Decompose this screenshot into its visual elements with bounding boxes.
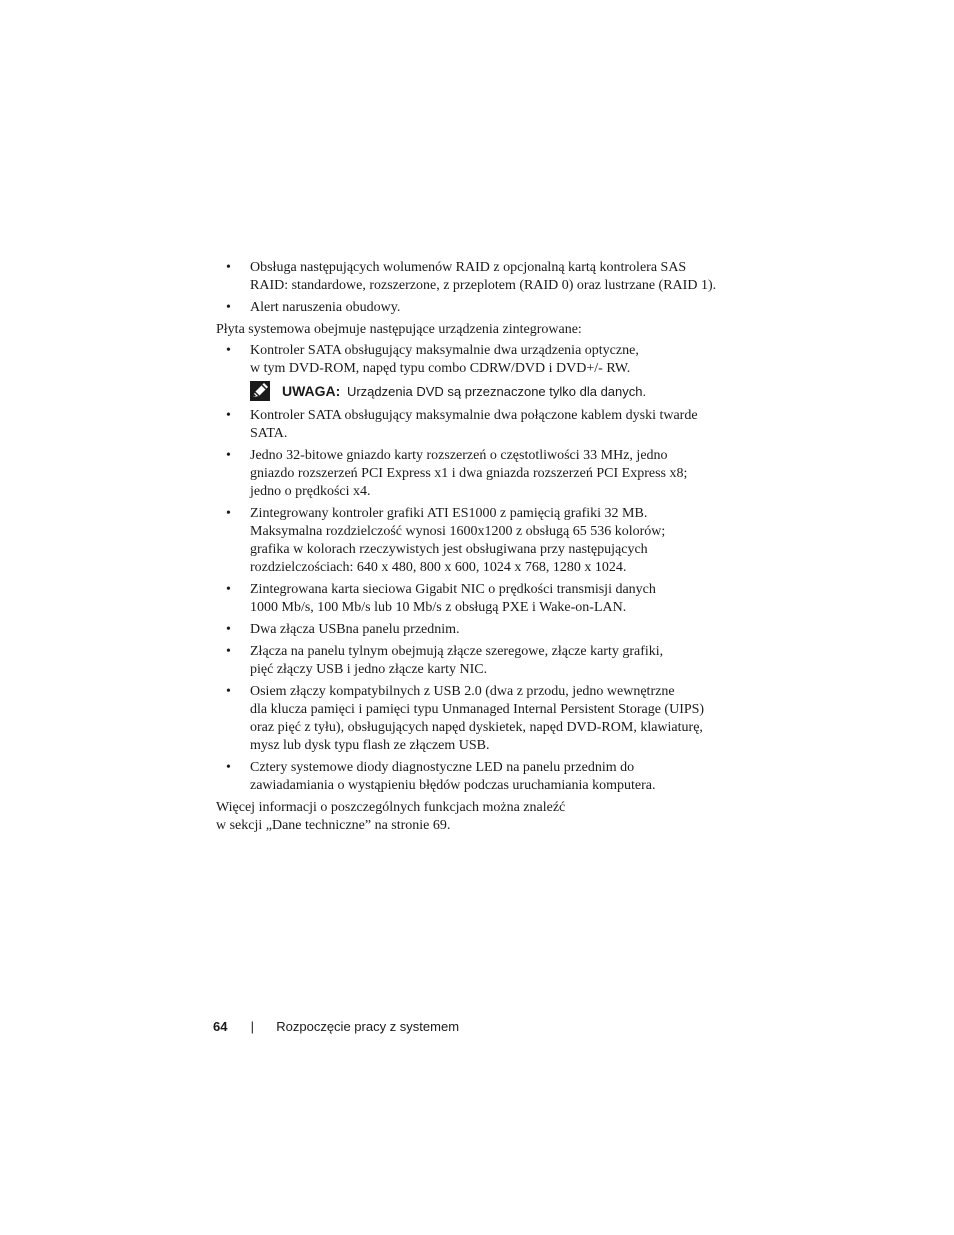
list-item — [216, 447, 726, 501]
list-item-text: Złącza na panelu tylnym obejmują złącze szeregowe, złącze karty grafiki, pięć złączy USB i jedno złącze karty NIC. — [250, 644, 664, 677]
bullet-marker: • — [226, 684, 231, 699]
integrated-bullet-list — [216, 342, 726, 378]
list-item — [216, 299, 726, 317]
list-item-text: Alert naruszenia obudowy. — [250, 300, 401, 315]
list-item — [216, 505, 726, 577]
list-item — [216, 342, 726, 378]
note-text: Urządzenia DVD są przeznaczone tylko dla danych. — [346, 384, 647, 399]
page-footer — [213, 1019, 459, 1035]
list-item-text: Jedno 32-bitowe gniazdo karty rozszerzeń o częstotliwości 33 MHz, jedno gniazdo rozszerzeń PCI Express x1 i dwa gniazda rozszerzeń PCI Express x8; jedno o prędkości x4. — [250, 448, 688, 499]
page-content — [216, 259, 726, 838]
footer-section-title: Rozpoczęcie pracy z systemem — [276, 1019, 460, 1034]
closing-paragraph: Więcej informacji o poszczególnych funkcjach można znaleźć w sekcji „Dane techniczne” na stronie 69. — [216, 800, 566, 833]
bullet-marker: • — [226, 260, 231, 275]
bullet-marker: • — [226, 622, 231, 637]
list-item-text: Zintegrowany kontroler grafiki ATI ES1000 z pamięcią grafiki 32 MB. Maksymalna rozdzielczość wynosi 1600x1200 z obsługą 65 536 kolorów; grafika w kolorach rzeczywistych jest obsługiwana przy następujących rozdzielczościach: 640 x 480, 800 x 600, 1024 x 768, 1280 x 1024. — [250, 506, 666, 575]
list-item-text: Obsługa następujących wolumenów RAID z opcjonalną kartą kontrolera SAS RAID: standardowe, rozszerzone, z przeplotem (RAID 0) oraz lustrzane (RAID 1). — [250, 260, 717, 293]
note-label: UWAGA: — [282, 383, 341, 399]
note-box — [250, 382, 726, 401]
bullet-marker: • — [226, 644, 231, 659]
footer-separator: | — [250, 1019, 255, 1034]
bullet-marker: • — [226, 582, 231, 597]
intro-bullet-list — [216, 259, 726, 317]
bullet-marker: • — [226, 343, 231, 358]
bullet-marker: • — [226, 408, 231, 423]
integrated-bullet-list-continued — [216, 407, 726, 795]
list-item-text: Zintegrowana karta sieciowa Gigabit NIC o prędkości transmisji danych 1000 Mb/s, 100 Mb/s lub 10 Mb/s z obsługą PXE i Wake-on-LAN. — [250, 582, 656, 615]
list-item — [216, 259, 726, 295]
list-item — [216, 643, 726, 679]
list-item-text: Cztery systemowe diody diagnostyczne LED na panelu przednim do zawiadamiania o wystąpieniu błędów podczas uruchamiania komputera. — [250, 760, 656, 793]
note-pencil-icon — [250, 381, 270, 401]
bullet-marker: • — [226, 300, 231, 315]
list-item — [216, 621, 726, 639]
list-item-text: Dwa złącza USBna panelu przednim. — [250, 622, 460, 637]
list-item — [216, 581, 726, 617]
list-item-text: Osiem złączy kompatybilnych z USB 2.0 (dwa z przodu, jedno wewnętrzne dla klucza pamięci i pamięci typu Unmanaged Internal Persistent Storage (UIPS) oraz pięć z tyłu), obsługujących napęd dyskietek, napęd DVD-ROM, klawiaturę, mysz lub dysk typu flash ze złączem USB. — [250, 684, 705, 753]
list-item — [216, 683, 726, 755]
integrated-intro-paragraph: Płyta systemowa obejmuje następujące urządzenia zintegrowane: — [216, 322, 582, 337]
list-item — [216, 759, 726, 795]
page-number: 64 — [213, 1019, 228, 1034]
bullet-marker: • — [226, 448, 231, 463]
bullet-marker: • — [226, 760, 231, 775]
list-item-text: Kontroler SATA obsługujący maksymalnie dwa połączone kablem dyski twarde SATA. — [250, 408, 698, 441]
bullet-marker: • — [226, 506, 231, 521]
list-item — [216, 407, 726, 443]
list-item-text: Kontroler SATA obsługujący maksymalnie dwa urządzenia optyczne, w tym DVD-ROM, napęd typu combo CDRW/DVD i DVD+/- RW. — [250, 343, 639, 376]
